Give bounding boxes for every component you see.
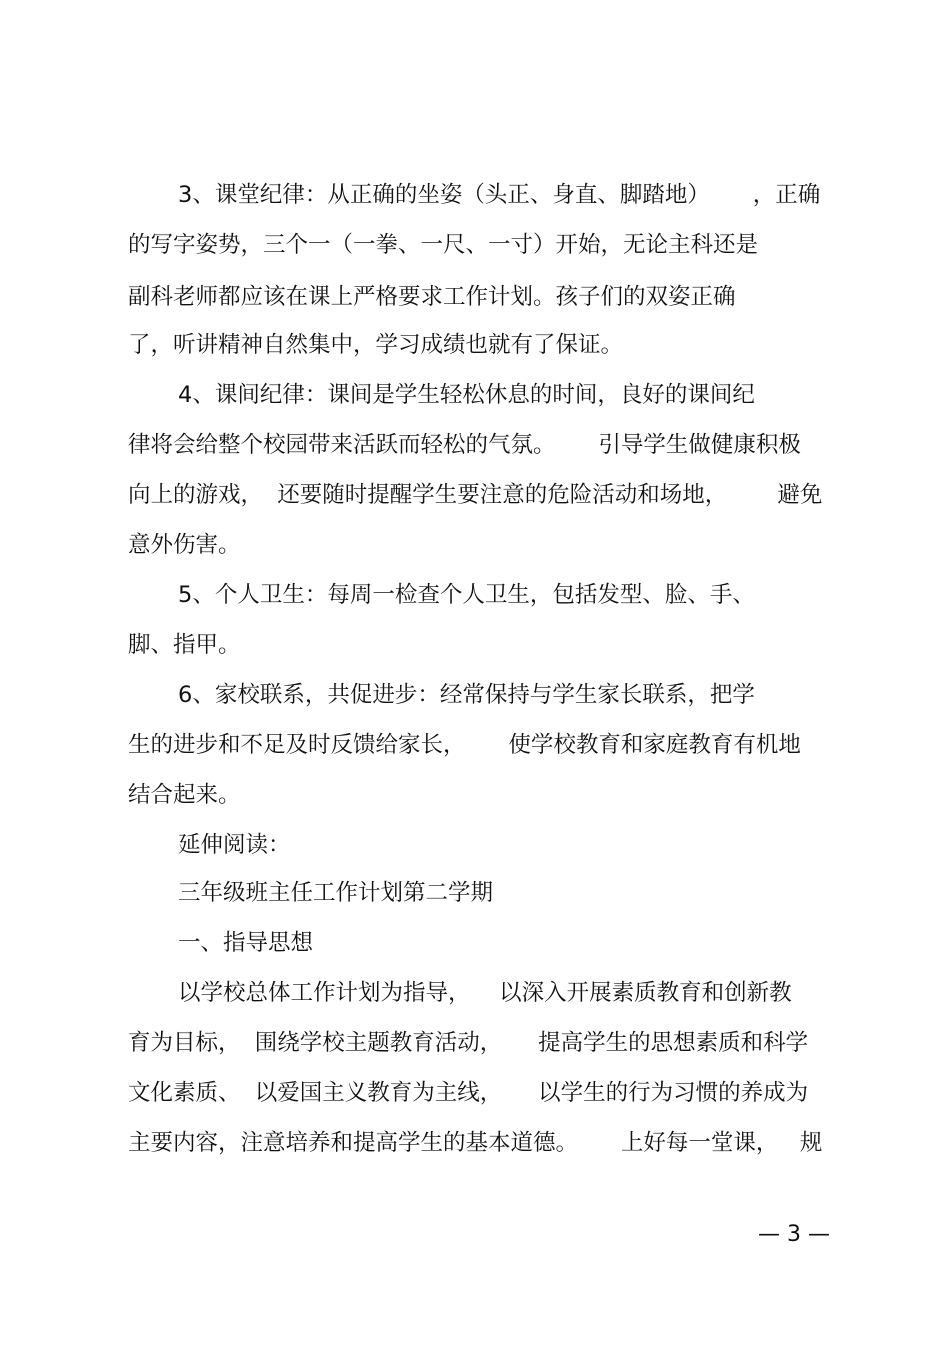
text-line: 文化素质、 以爱国主义教育为主线， 以学生的行为习惯的养成为 [128, 1080, 809, 1106]
text-line: 意外伤害。 [128, 532, 241, 558]
text-line: 4、课间纪律：课间是学生轻松休息的时间，良好的课间纪 [178, 382, 755, 408]
text-line: 律将会给整个校园带来活跃而轻松的气氛。 引导学生做健康积极 [128, 432, 801, 458]
section-label: 延伸阅读： [178, 832, 291, 858]
text-line: 育为目标， 围绕学校主题教育活动， 提高学生的思想素质和科学 [128, 1030, 809, 1056]
text-line: 主要内容，注意培养和提高学生的基本道德。 上好每一堂课， 规 [128, 1130, 823, 1156]
section-heading: 一、指导思想 [178, 930, 314, 956]
text-line: 向上的游戏， 还要随时提醒学生要注意的危险活动和场地， 避免 [128, 482, 823, 508]
text-line: 结合起来。 [128, 782, 241, 808]
text-line: 的写字姿势，三个一（一拳、一尺、一寸）开始，无论主科还是 [128, 232, 759, 258]
text-line: 生的进步和不足及时反馈给家长， 使学校教育和家庭教育有机地 [128, 732, 801, 758]
page-number: — 3 — [758, 1222, 830, 1247]
text-line: 了，听讲精神自然集中，学习成绩也就有了保证。 [128, 332, 624, 358]
text-line: 以学校总体工作计划为指导， 以深入开展素质教育和创新教 [178, 980, 792, 1006]
text-line: 脚、指甲。 [128, 632, 241, 658]
text-line: 6、家校联系，共促进步：经常保持与学生家长联系，把学 [178, 682, 755, 708]
text-line: 副科老师都应该在课上严格要求工作计划。孩子们的双姿正确 [128, 284, 736, 310]
section-title: 三年级班主任工作计划第二学期 [178, 880, 494, 906]
text-line: 3、课堂纪律：从正确的坐姿（头正、身直、脚踏地） ，正确 [178, 182, 821, 208]
text-line: 5、个人卫生：每周一检查个人卫生，包括发型、脸、手、 [178, 582, 755, 608]
